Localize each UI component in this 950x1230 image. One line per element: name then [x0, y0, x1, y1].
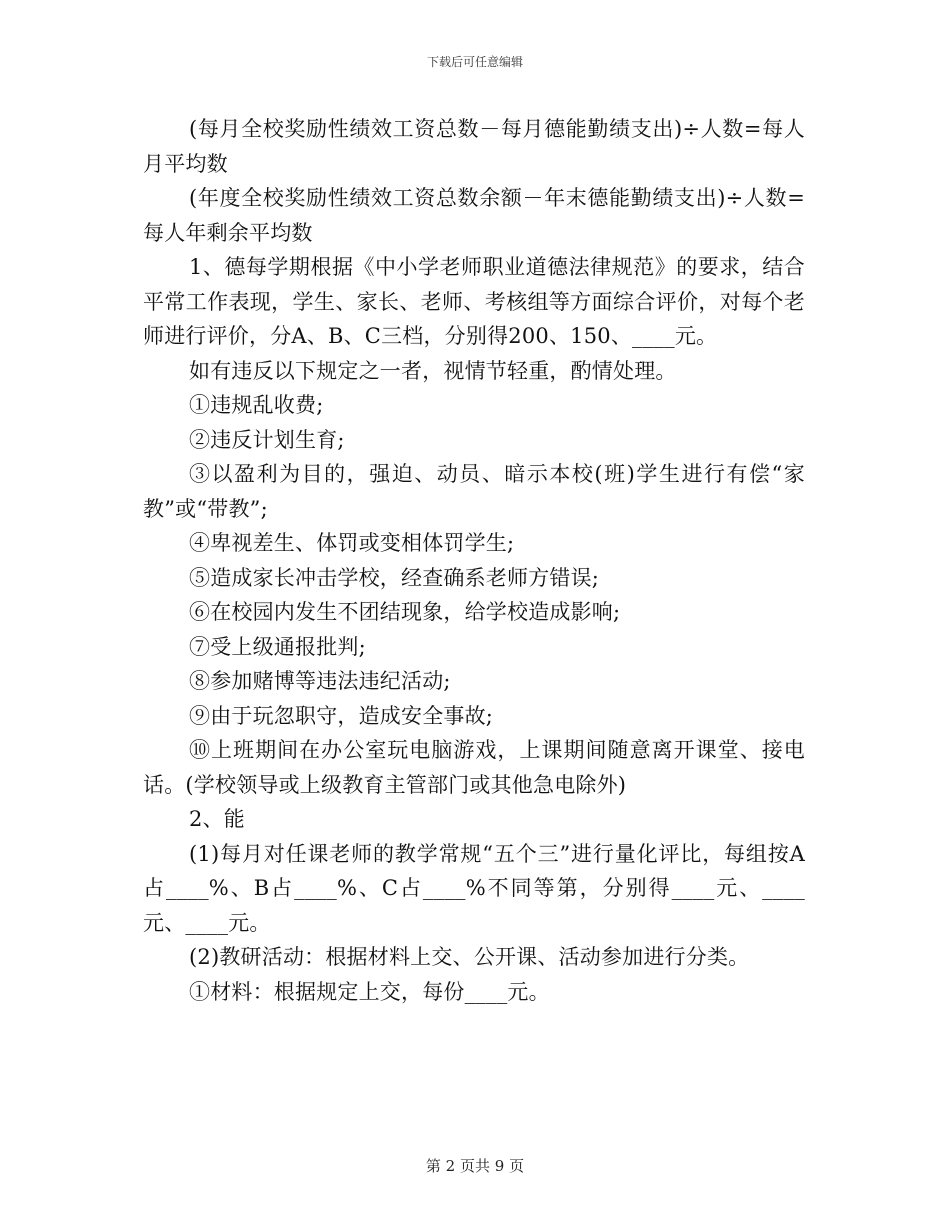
- paragraph-section-de: 1、德每学期根据《中小学老师职业道德法律规范》的要求，结合平常工作表现，学生、家长、老师、考核组等方面综合评价，对每个老师进行评价，分A、B、C三档，分别得200、150、____元。: [143, 255, 805, 348]
- paragraph-violation-intro: 如有违反以下规定之一者，视情节轻重，酌情处理。: [189, 358, 677, 383]
- paragraph-research-activity: (2)教研活动：根据材料上交、公开课、活动参加进行分类。: [189, 945, 750, 969]
- section-heading-neng: 2、能: [189, 807, 245, 831]
- paragraph-yearly-average: (年度全校奖励性绩效工资总数余额－年末德能勤绩支出)÷人数=每人年剩余平均数: [143, 186, 805, 245]
- list-item: ⑧参加赌博等违法违纪活动;: [189, 669, 451, 693]
- list-item: ④卑视差生、体罚或变相体罚学生;: [189, 531, 515, 555]
- list-item: ⑤造成家长冲击学校，经查确系老师方错误;: [189, 565, 600, 590]
- list-item: ⑩上班期间在办公室玩电脑游戏，上课期间随意离开课堂、接电话。(学校领导或上级教育主管部门或其他急电除外): [143, 738, 805, 797]
- list-item: ②违反计划生育;: [189, 427, 345, 452]
- paragraph-monthly-average: (每月全校奖励性绩效工资总数－每月德能勤绩支出)÷人数=每人月平均数: [143, 117, 805, 176]
- paragraph-teaching-evaluation: (1)每月对任课老师的教学常规“五个三”进行量化评比，每组按A占____%、B占____%、C占____%不同等第，分别得____元、____元、____元。: [143, 841, 805, 935]
- list-item: ⑦受上级通报批判;: [189, 634, 366, 659]
- list-item: ③以盈利为目的，强迫、动员、暗示本校(班)学生进行有偿“家教”或“带教”;: [143, 462, 805, 521]
- list-item: ①违规乱收费;: [189, 393, 324, 417]
- paragraph-materials: ①材料：根据规定上交，每份____元。: [189, 979, 550, 1004]
- list-item: ⑥在校园内发生不团结现象，给学校造成影响;: [189, 600, 621, 624]
- document-body: [143, 112, 805, 1009]
- page-footer: 第 2 页共 9 页: [425, 1157, 525, 1175]
- list-item: ⑨由于玩忽职守，造成安全事故;: [189, 703, 494, 728]
- page-header: 下载后可任意编辑: [426, 55, 523, 69]
